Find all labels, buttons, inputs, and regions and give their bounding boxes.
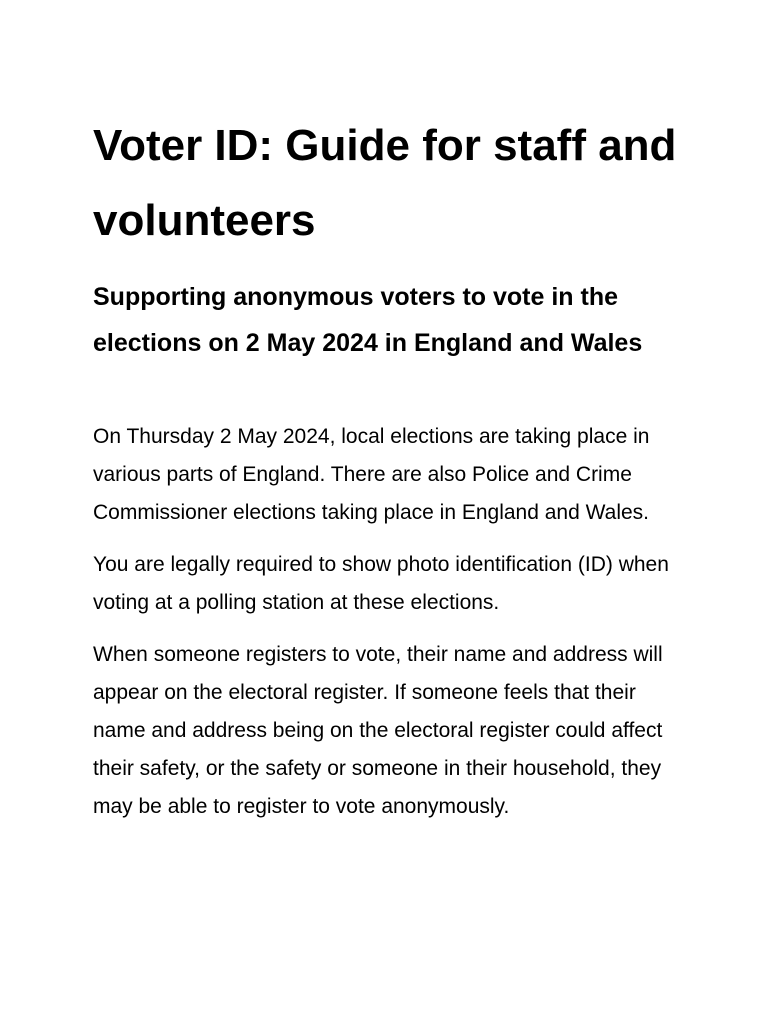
document-body [93,418,683,826]
paragraph-anonymous-registration: When someone registers to vote, their name and address will appear on the electoral register. If someone feels that their name and address being on the electoral register could affect their safety, or the safety or someone in their household, they may be able to register to vote anonymously. [93,643,663,818]
document-page [93,108,683,840]
document-subtitle: Supporting anonymous voters to vote in the elections on 2 May 2024 in England and Wales [93,283,643,357]
paragraph-photo-id: You are legally required to show photo identification (ID) when voting at a polling station at these elections. [93,553,669,614]
document-title: Voter ID: Guide for staff and volunteers [93,121,677,245]
paragraph-election-dates: On Thursday 2 May 2024, local elections are taking place in various parts of England. There are also Police and Crime Commissioner elections taking place in England and Wales. [93,425,650,524]
